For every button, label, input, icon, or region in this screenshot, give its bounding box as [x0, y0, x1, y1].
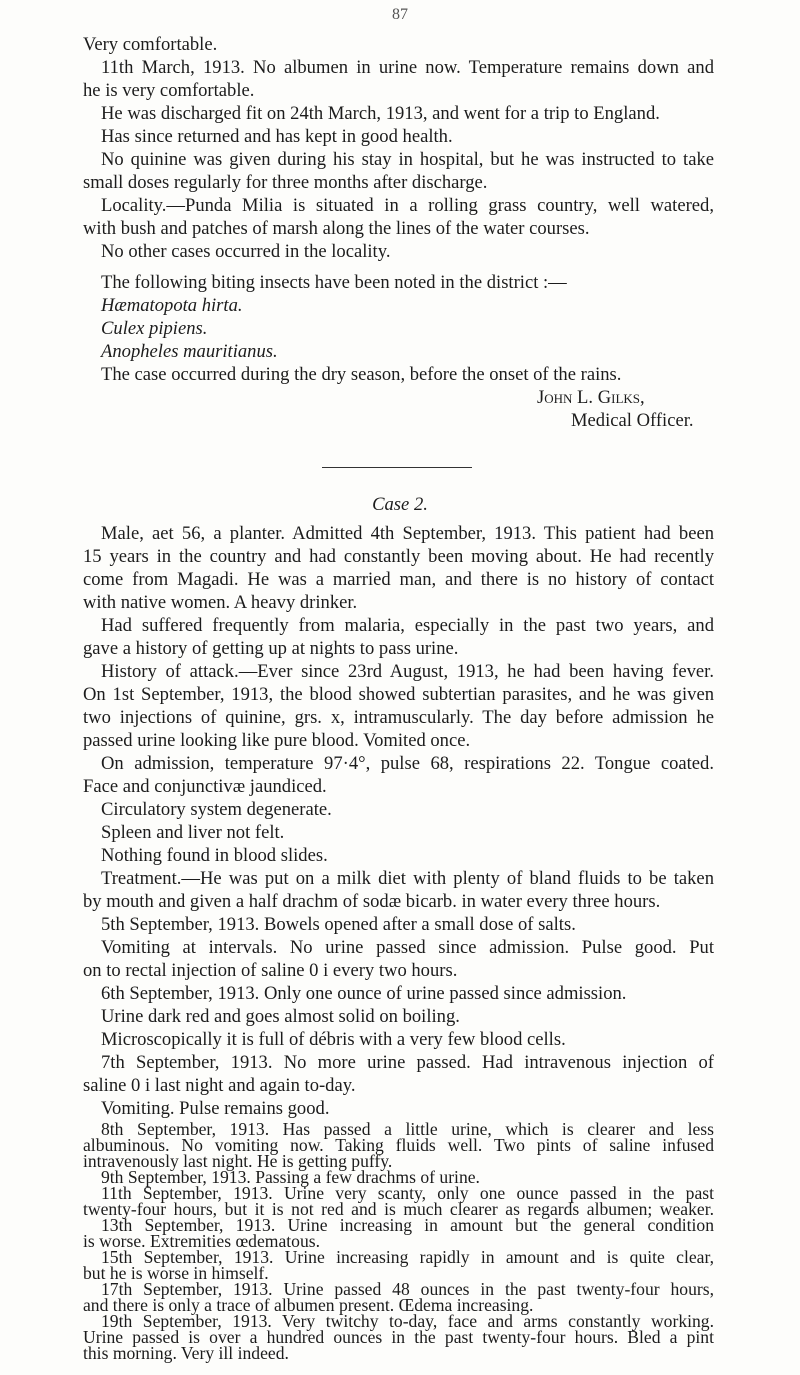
text-line: 15 years in the country and had constantly been moving about. He had recently: [83, 546, 714, 567]
page-number: 87: [392, 6, 408, 23]
text-line: No other cases occurred in the locality.: [101, 241, 391, 262]
history-line: History of attack.—Ever since 23rd August, 1913, he had been having fever.: [101, 661, 714, 682]
text-line: passed urine looking like pure blood. Vomited once.: [83, 730, 471, 751]
text-line: No quinine was given during his stay in hospital, but he was instructed to take: [101, 149, 714, 170]
text-line: 11th September, 1913. Urine very scanty, only one ounce passed in the past: [101, 1183, 714, 1203]
text-line: by mouth and given a half drachm of sodæ bicarb. in water every three hours.: [83, 891, 661, 912]
text-line: Vomiting. Pulse remains good.: [101, 1098, 330, 1119]
text-line: come from Magadi. He was a married man, and there is no history of contact: [83, 569, 714, 590]
signature-title: Medical Officer.: [571, 410, 694, 431]
text-line: 7th September, 1913. No more urine passed. Had intravenous injection of: [101, 1052, 714, 1073]
text-line: Urine dark red and goes almost solid on boiling.: [101, 1006, 460, 1027]
text-line: with native women. A heavy drinker.: [83, 592, 358, 613]
text-line: Spleen and liver not felt.: [101, 822, 285, 843]
text-line: Circulatory system degenerate.: [101, 799, 332, 820]
text-line: two injections of quinine, grs. x, intramuscularly. The day before admission he: [83, 707, 714, 728]
text-line: this morning. Very ill indeed.: [83, 1343, 289, 1363]
text-line: but he is worse in himself.: [83, 1263, 269, 1283]
text-line: he is very comfortable.: [83, 80, 255, 101]
text-line: Very comfortable.: [83, 34, 218, 55]
locality-line: Locality.—Punda Milia is situated in a rolling grass country, well watered,: [101, 195, 714, 216]
text-line: small doses regularly for three months after discharge.: [83, 172, 488, 193]
text-line: He was discharged fit on 24th March, 1913, and went for a trip to England.: [101, 103, 660, 124]
species-name: Hæmatopota hirta.: [101, 295, 243, 316]
text-line: is worse. Extremities œdematous.: [83, 1231, 320, 1251]
case-heading: Case 2.: [372, 494, 428, 515]
text-line: gave a history of getting up at nights to pass urine.: [83, 638, 459, 659]
text-line: albuminous. No vomiting now. Taking fluids well. Two pints of saline infused: [83, 1135, 714, 1155]
text-line: Urine passed is over a hundred ounces in the past twenty-four hours. Bled a pint: [83, 1327, 714, 1347]
text-line: Microscopically it is full of débris with a very few blood cells.: [101, 1029, 566, 1050]
text-line: 9th September, 1913. Passing a few drachms of urine.: [101, 1167, 480, 1187]
text-line: 17th September, 1913. Urine passed 48 ounces in the past twenty-four hours,: [101, 1279, 714, 1299]
text-line: Vomiting at intervals. No urine passed since admission. Pulse good. Put: [101, 937, 714, 958]
text-line: intravenously last night. He is getting puffy.: [83, 1151, 393, 1171]
text-line: 13th September, 1913. Urine increasing in amount but the general condition: [101, 1215, 714, 1235]
text-line: 6th September, 1913. Only one ounce of urine passed since admission.: [101, 983, 627, 1004]
treatment-line: Treatment.—He was put on a milk diet with plenty of bland fluids to be taken: [101, 868, 714, 889]
text-line: Nothing found in blood slides.: [101, 845, 328, 866]
text-line: with bush and patches of marsh along the lines of the water courses.: [83, 218, 590, 239]
text-line: 11th March, 1913. No albumen in urine now. Temperature remains down and: [101, 57, 714, 78]
text-line: twenty-four hours, but it is not red and is much clearer as regards albumen; weaker.: [83, 1199, 714, 1219]
species-name: Culex pipiens.: [101, 318, 208, 339]
section-divider: [322, 467, 472, 468]
text-line: 15th September, 1913. Urine increasing rapidly in amount and is quite clear,: [101, 1247, 714, 1267]
text-line: Had suffered frequently from malaria, especially in the past two years, and: [101, 615, 714, 636]
text-line: On admission, temperature 97·4°, pulse 68, respirations 22. Tongue coated.: [101, 753, 714, 774]
text-line: The following biting insects have been noted in the district :—: [101, 272, 567, 293]
text-line: Has since returned and has kept in good health.: [101, 126, 453, 147]
signature-name: John L. Gilks,: [537, 387, 645, 408]
text-line: 8th September, 1913. Has passed a little urine, which is clearer and less: [101, 1119, 714, 1139]
text-line: and there is only a trace of albumen present. Œdema increasing.: [83, 1295, 534, 1315]
species-name: Anopheles mauritianus.: [101, 341, 278, 362]
text-line: On 1st September, 1913, the blood showed subtertian parasites, and he was given: [83, 684, 714, 705]
text-line: on to rectal injection of saline 0 i every two hours.: [83, 960, 458, 981]
text-line: 5th September, 1913. Bowels opened after a small dose of salts.: [101, 914, 576, 935]
text-line: The case occurred during the dry season, before the onset of the rains.: [101, 364, 622, 385]
text-line: Male, aet 56, a planter. Admitted 4th September, 1913. This patient had been: [101, 523, 714, 544]
text-line: Face and conjunctivæ jaundiced.: [83, 776, 327, 797]
text-line: 19th September, 1913. Very twitchy to-day, face and arms constantly working.: [101, 1311, 714, 1331]
text-line: saline 0 i last night and again to-day.: [83, 1075, 356, 1096]
